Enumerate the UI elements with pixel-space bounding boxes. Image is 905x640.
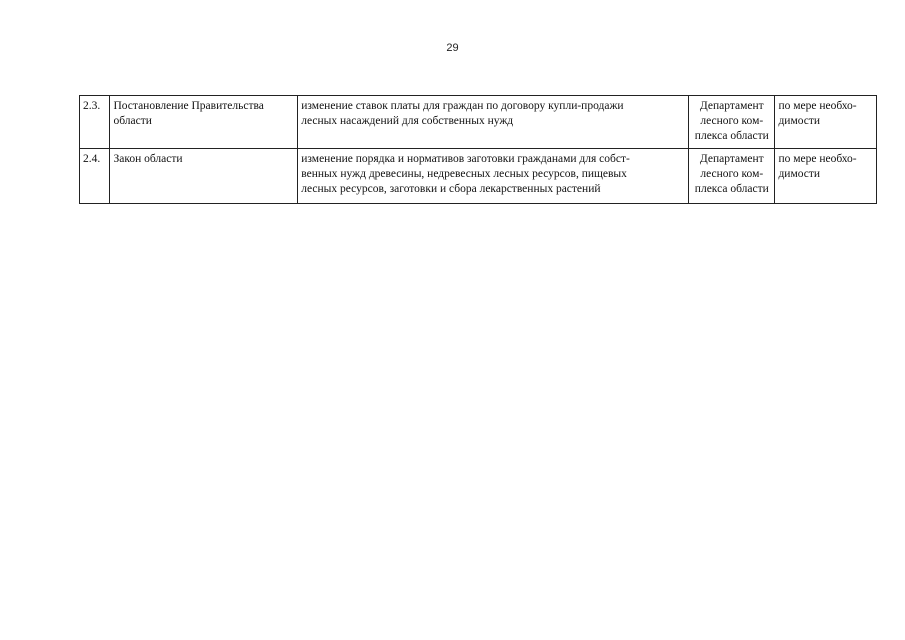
row-number-cell: 2.4. <box>80 149 110 204</box>
cell-line: венных нужд древесины, недревесных лесных ресурсов, пищевых <box>301 168 627 180</box>
cell-line: изменение ставок платы для граждан по договору купли-продажи <box>301 100 624 112</box>
cell-line: Департамент <box>699 100 764 112</box>
cell-line: лесных ресурсов, заготовки и сбора лекарственных растений <box>301 183 601 195</box>
term-cell <box>775 149 877 204</box>
cell-line: лесного ком- <box>700 115 764 127</box>
content-cell <box>298 96 689 149</box>
cell-line: плекса области <box>694 130 769 142</box>
cell-line: Департамент <box>699 153 764 165</box>
table-row <box>80 149 877 204</box>
cell-line: по мере необхо- <box>778 153 857 165</box>
cell-line: димости <box>778 115 821 127</box>
executor-cell <box>689 149 775 204</box>
executor-cell <box>689 96 775 149</box>
cell-line: лесных насаждений для собственных нужд <box>301 115 514 127</box>
cell-line: области <box>113 115 152 127</box>
page-number: 29 <box>446 42 459 54</box>
cell-line: Постановление Правительства <box>113 100 264 112</box>
table-row <box>80 96 877 149</box>
term-cell <box>775 96 877 149</box>
document-type-cell <box>110 96 298 149</box>
content-cell <box>298 149 689 204</box>
cell-line: плекса области <box>694 183 769 195</box>
row-number-cell: 2.3. <box>80 96 110 149</box>
cell-line: по мере необхо- <box>778 100 857 112</box>
cell-line: димости <box>778 168 821 180</box>
cell-line: лесного ком- <box>700 168 764 180</box>
measures-table <box>79 95 877 204</box>
cell-line: изменение порядка и нормативов заготовки гражданами для собст- <box>301 153 630 165</box>
document-type-cell <box>110 149 298 204</box>
cell-line: Закон области <box>113 153 183 165</box>
